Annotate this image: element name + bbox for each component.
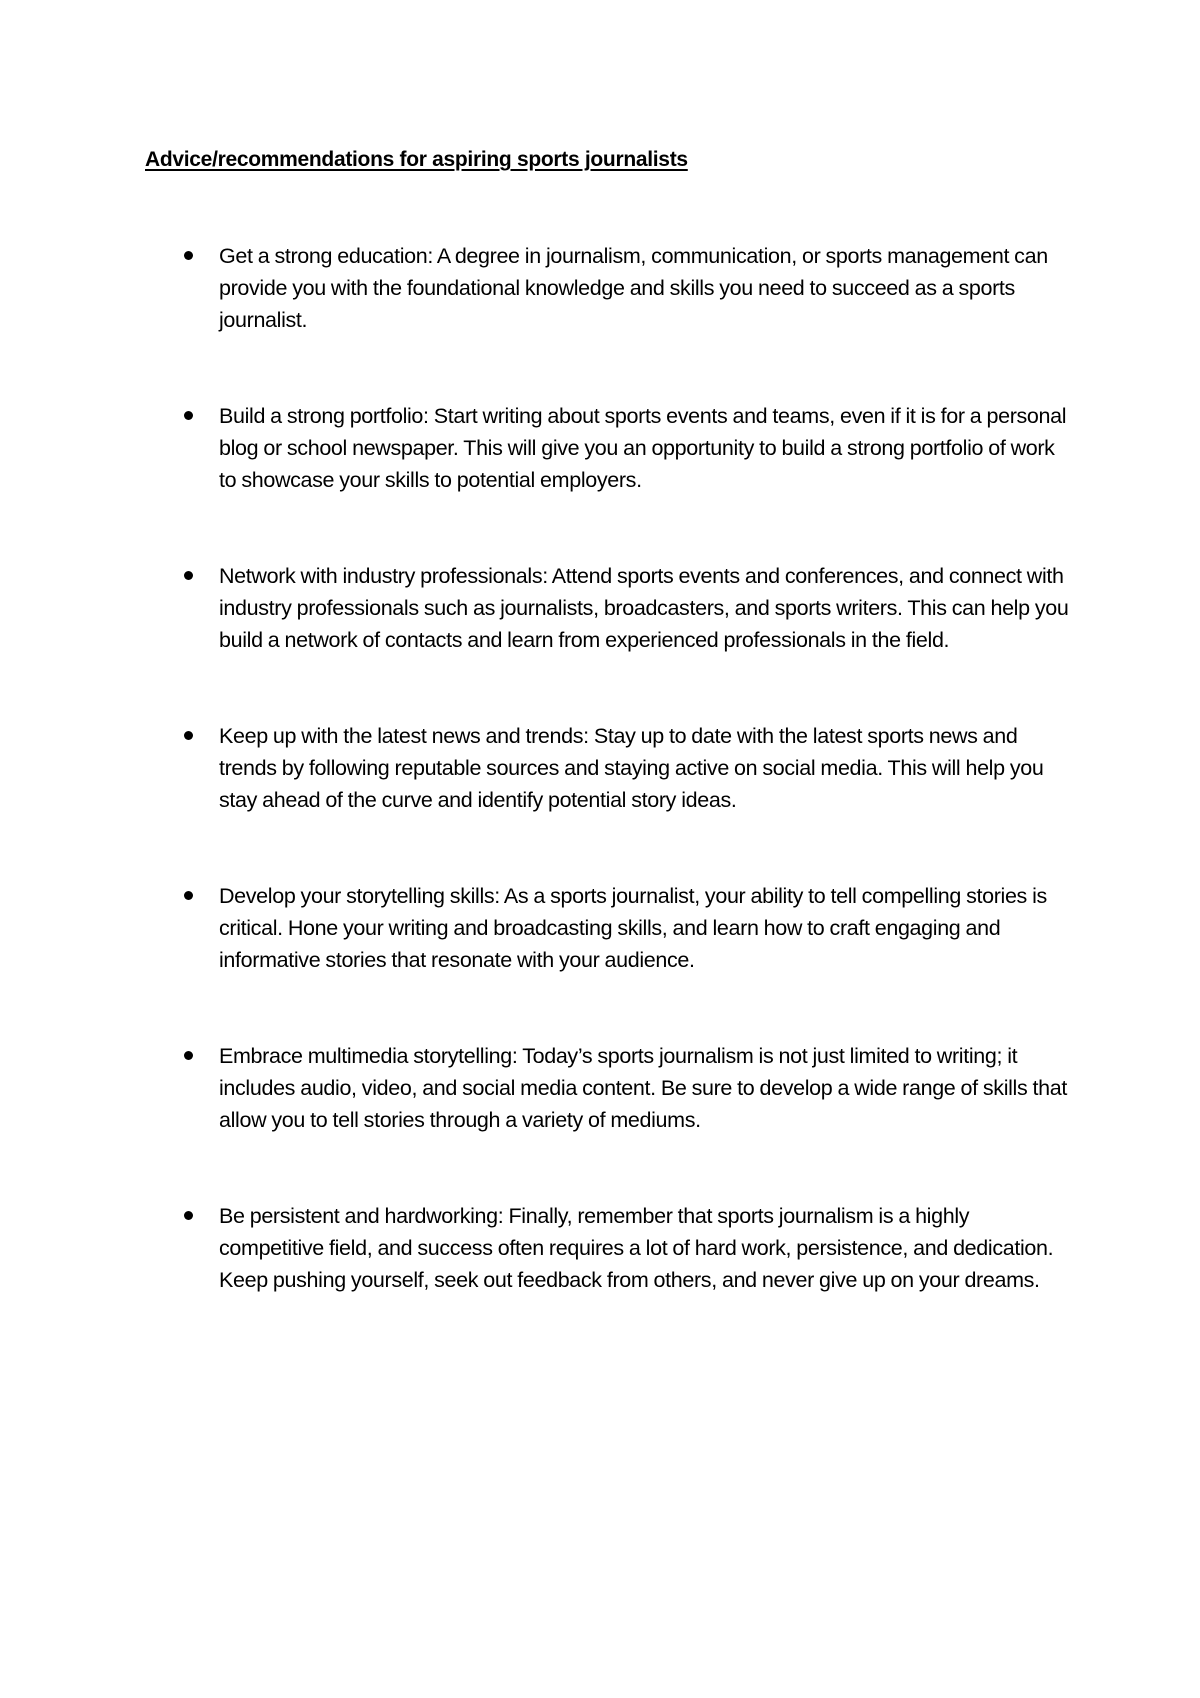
list-item-text: Network with industry professionals: Attend sports events and conferences, and connect with industry professionals such as journalists, broadcasters, and sports writers. This can help you build a network of contacts and learn from experienced professionals in the field. [219, 564, 1069, 652]
advice-list [0, 240, 1200, 1360]
bullet-icon [184, 1211, 193, 1220]
bullet-icon [184, 411, 193, 420]
list-item [0, 1200, 1200, 1296]
document-title: Advice/recommendations for aspiring sports journalists [145, 148, 688, 171]
list-item-text: Keep up with the latest news and trends: Stay up to date with the latest sports news and trends by following reputable sources and staying active on social media. This will help you stay ahead of the curve and identify potential story ideas. [219, 724, 1044, 812]
list-item-text: Embrace multimedia storytelling: Today’s sports journalism is not just limited to writing; it includes audio, video, and social media content. Be sure to develop a wide range of skills that allow you to tell stories through a variety of mediums. [219, 1044, 1067, 1132]
bullet-icon [184, 891, 193, 900]
list-item [0, 880, 1200, 976]
list-item [0, 240, 1200, 336]
bullet-icon [184, 1051, 193, 1060]
bullet-icon [184, 571, 193, 580]
list-item-text: Build a strong portfolio: Start writing about sports events and teams, even if it is for a personal blog or school newspaper. This will give you an opportunity to build a strong portfolio of work to showcase your skills to potential employers. [219, 404, 1067, 492]
bullet-icon [184, 251, 193, 260]
list-item [0, 400, 1200, 496]
list-item-text: Develop your storytelling skills: As a sports journalist, your ability to tell compelling stories is critical. Hone your writing and broadcasting skills, and learn how to craft engaging and informative stories that resonate with your audience. [219, 884, 1047, 972]
list-item [0, 720, 1200, 816]
list-item [0, 1040, 1200, 1136]
bullet-icon [184, 731, 193, 740]
list-item-text: Get a strong education: A degree in journalism, communication, or sports management can provide you with the foundational knowledge and skills you need to succeed as a sports journalist. [219, 244, 1048, 332]
list-item-text: Be persistent and hardworking: Finally, remember that sports journalism is a highly competitive field, and success often requires a lot of hard work, persistence, and dedication. Keep pushing yourself, seek out feedback from others, and never give up on your dreams. [219, 1204, 1054, 1292]
list-item [0, 560, 1200, 656]
